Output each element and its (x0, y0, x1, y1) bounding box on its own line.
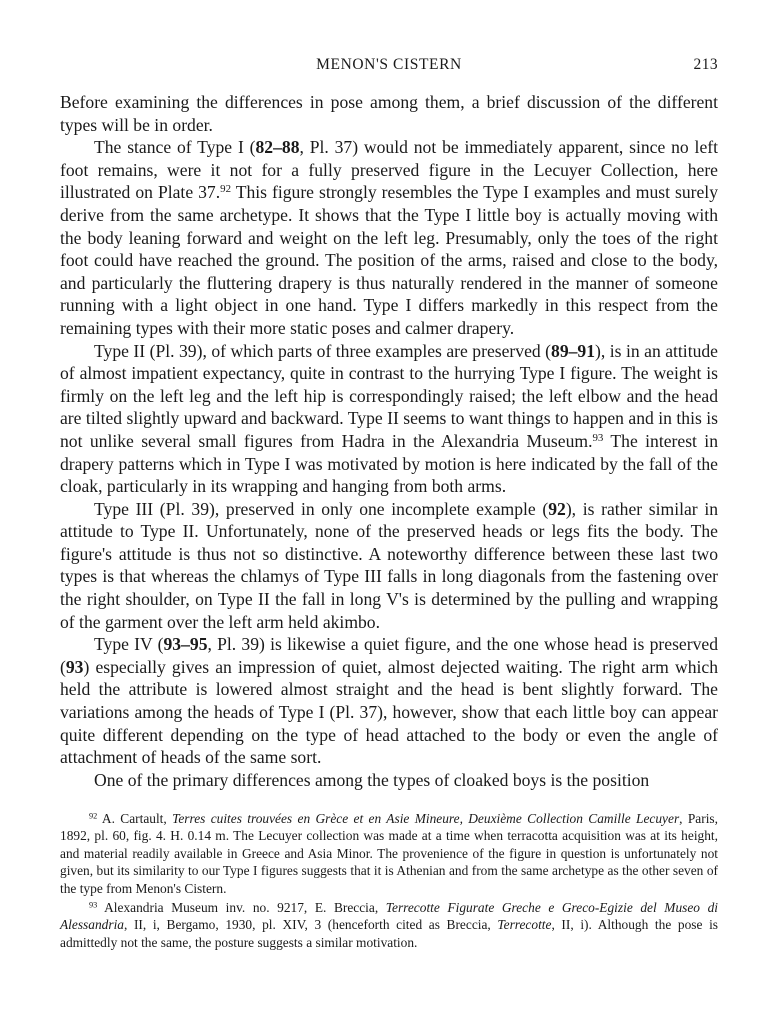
text-run: Type II (Pl. 39), of which parts of three examples are preserved ( (94, 340, 552, 361)
footnote (60, 899, 718, 951)
paragraph (60, 633, 718, 769)
footnote-ref: 92 (220, 183, 232, 196)
italic-title: Terres cuites trouvées en Grèce et en Asie Mineure, Deuxième Collection Camille Lecuyer (172, 811, 680, 826)
page-number: 213 (693, 56, 718, 73)
catalogue-ref: 93 (65, 656, 84, 677)
paragraph (60, 769, 718, 792)
paragraph (60, 498, 718, 634)
text-run: , II, i, Bergamo, 1930, pl. XIV, 3 (henceforth cited as Breccia, (123, 917, 498, 933)
footnote (60, 810, 718, 897)
catalogue-ref: 89–91 (551, 340, 596, 361)
text-run: ), is rather similar in attitude to Type II. Unfortunately, none of the preserved heads or legs fits the body. The figure's attitude is thus not so distinctive. A noteworthy difference between these last two types is that whereas the chlamys of Type III falls in long diagonals from the fastening over the right shoulder, on Type II the fall in long V's is determined by the pulling and wrapping of the garment over the left arm held akimbo. (60, 498, 718, 632)
paragraph (60, 136, 718, 339)
text-run: This figure strongly resembles the Type I examples and must surely derive from the same archetype. It shows that the Type I little boy is actually moving with the body leaning forward and weight on the left leg. Presumably, only the toes of the right foot could have reached the ground. The position of the arms, raised and close to the body, and particularly the fluttering drapery is thus naturally rendered in the manner of someone running with a light object in one hand. Type I differs markedly in this respect from the remaining types with their more static poses and calmer drapery. (60, 182, 718, 338)
text-run: The interest in drapery patterns which in Type I was motivated by motion is here indicated by the fall of the cloak, particularly in its wrapping and hanging from both arms. (60, 430, 718, 497)
italic-title: Terrecotte (497, 917, 552, 933)
text-run: , Paris, 1892, pl. 60, fig. 4. H. 0.14 m. The Lecuyer collection was made at a time when terracotta acquisition was at its height, and material readily available in Greece and Asia Minor. The provenience of the figure in question is unfortunately not given, but its similarity to our Type I figures suggests that it is Athenian and from the same archetype as the other seven of the type from Menon's Cistern. (60, 811, 718, 896)
paragraph (60, 91, 718, 136)
text-run: Type IV ( (94, 634, 164, 655)
text-run: One of the primary differences among the types of cloaked boys is the position (94, 769, 650, 790)
text-run: Alexandria Museum inv. no. 9217, E. Breccia, (97, 900, 386, 916)
paragraph (60, 340, 718, 498)
italic-title: Terrecotte Figurate Greche e Greco-Egizie del Museo di Alessandria (60, 900, 718, 933)
footnotes (60, 810, 718, 953)
footnote-ref: 93 (592, 431, 604, 444)
catalogue-ref: 93–95 (163, 634, 208, 655)
text-run: The stance of Type I ( (94, 137, 256, 158)
text-run: , Pl. 39) is likewise a quiet figure, and the one whose head is preserved ( (60, 634, 718, 677)
text-run: ), is in an attitude of almost impatient expectancy, quite in contrast to the hurrying Type I figure. The weight is firmly on the left leg and the left hip is correspondingly raised; the left elbow and the head are tilted slightly upward and backward. Type II seems to want things to happen and in this is not unlike several small figures from Hadra in the Alexandria Museum. (60, 340, 718, 451)
catalogue-ref: 82–88 (255, 137, 300, 158)
running-head (60, 56, 718, 78)
text-run: A. Cartault, (97, 811, 173, 826)
footnote-ref: 92 (89, 811, 98, 821)
text-run: Type III (Pl. 39), preserved in only one incomplete example ( (94, 498, 549, 519)
body-text (60, 91, 718, 791)
running-title: MENON'S CISTERN (316, 56, 462, 73)
catalogue-ref: 92 (548, 498, 566, 519)
text-run: ) especially gives an impression of quiet, almost dejected waiting. The right arm which held the attribute is lowered almost straight and the head is bent slightly forward. The variations among the heads of Type I (Pl. 37), however, show that each little boy can appear quite different depending on the type of head attached to the body or even the angle of attachment of heads of the same sort. (60, 656, 718, 768)
footnote-ref: 93 (89, 900, 98, 910)
text-run: , Pl. 37) would not be immediately apparent, since no left foot remains, were it not for a fully preserved figure in the Lecuyer Collection, here illustrated on Plate 37. (60, 137, 718, 203)
text-run: , II, i). Although the pose is admittedly not the same, the posture suggests a similar motivation. (60, 917, 718, 950)
text-run: Before examining the differences in pose among them, a brief discussion of the different types will be in order. (60, 92, 718, 135)
